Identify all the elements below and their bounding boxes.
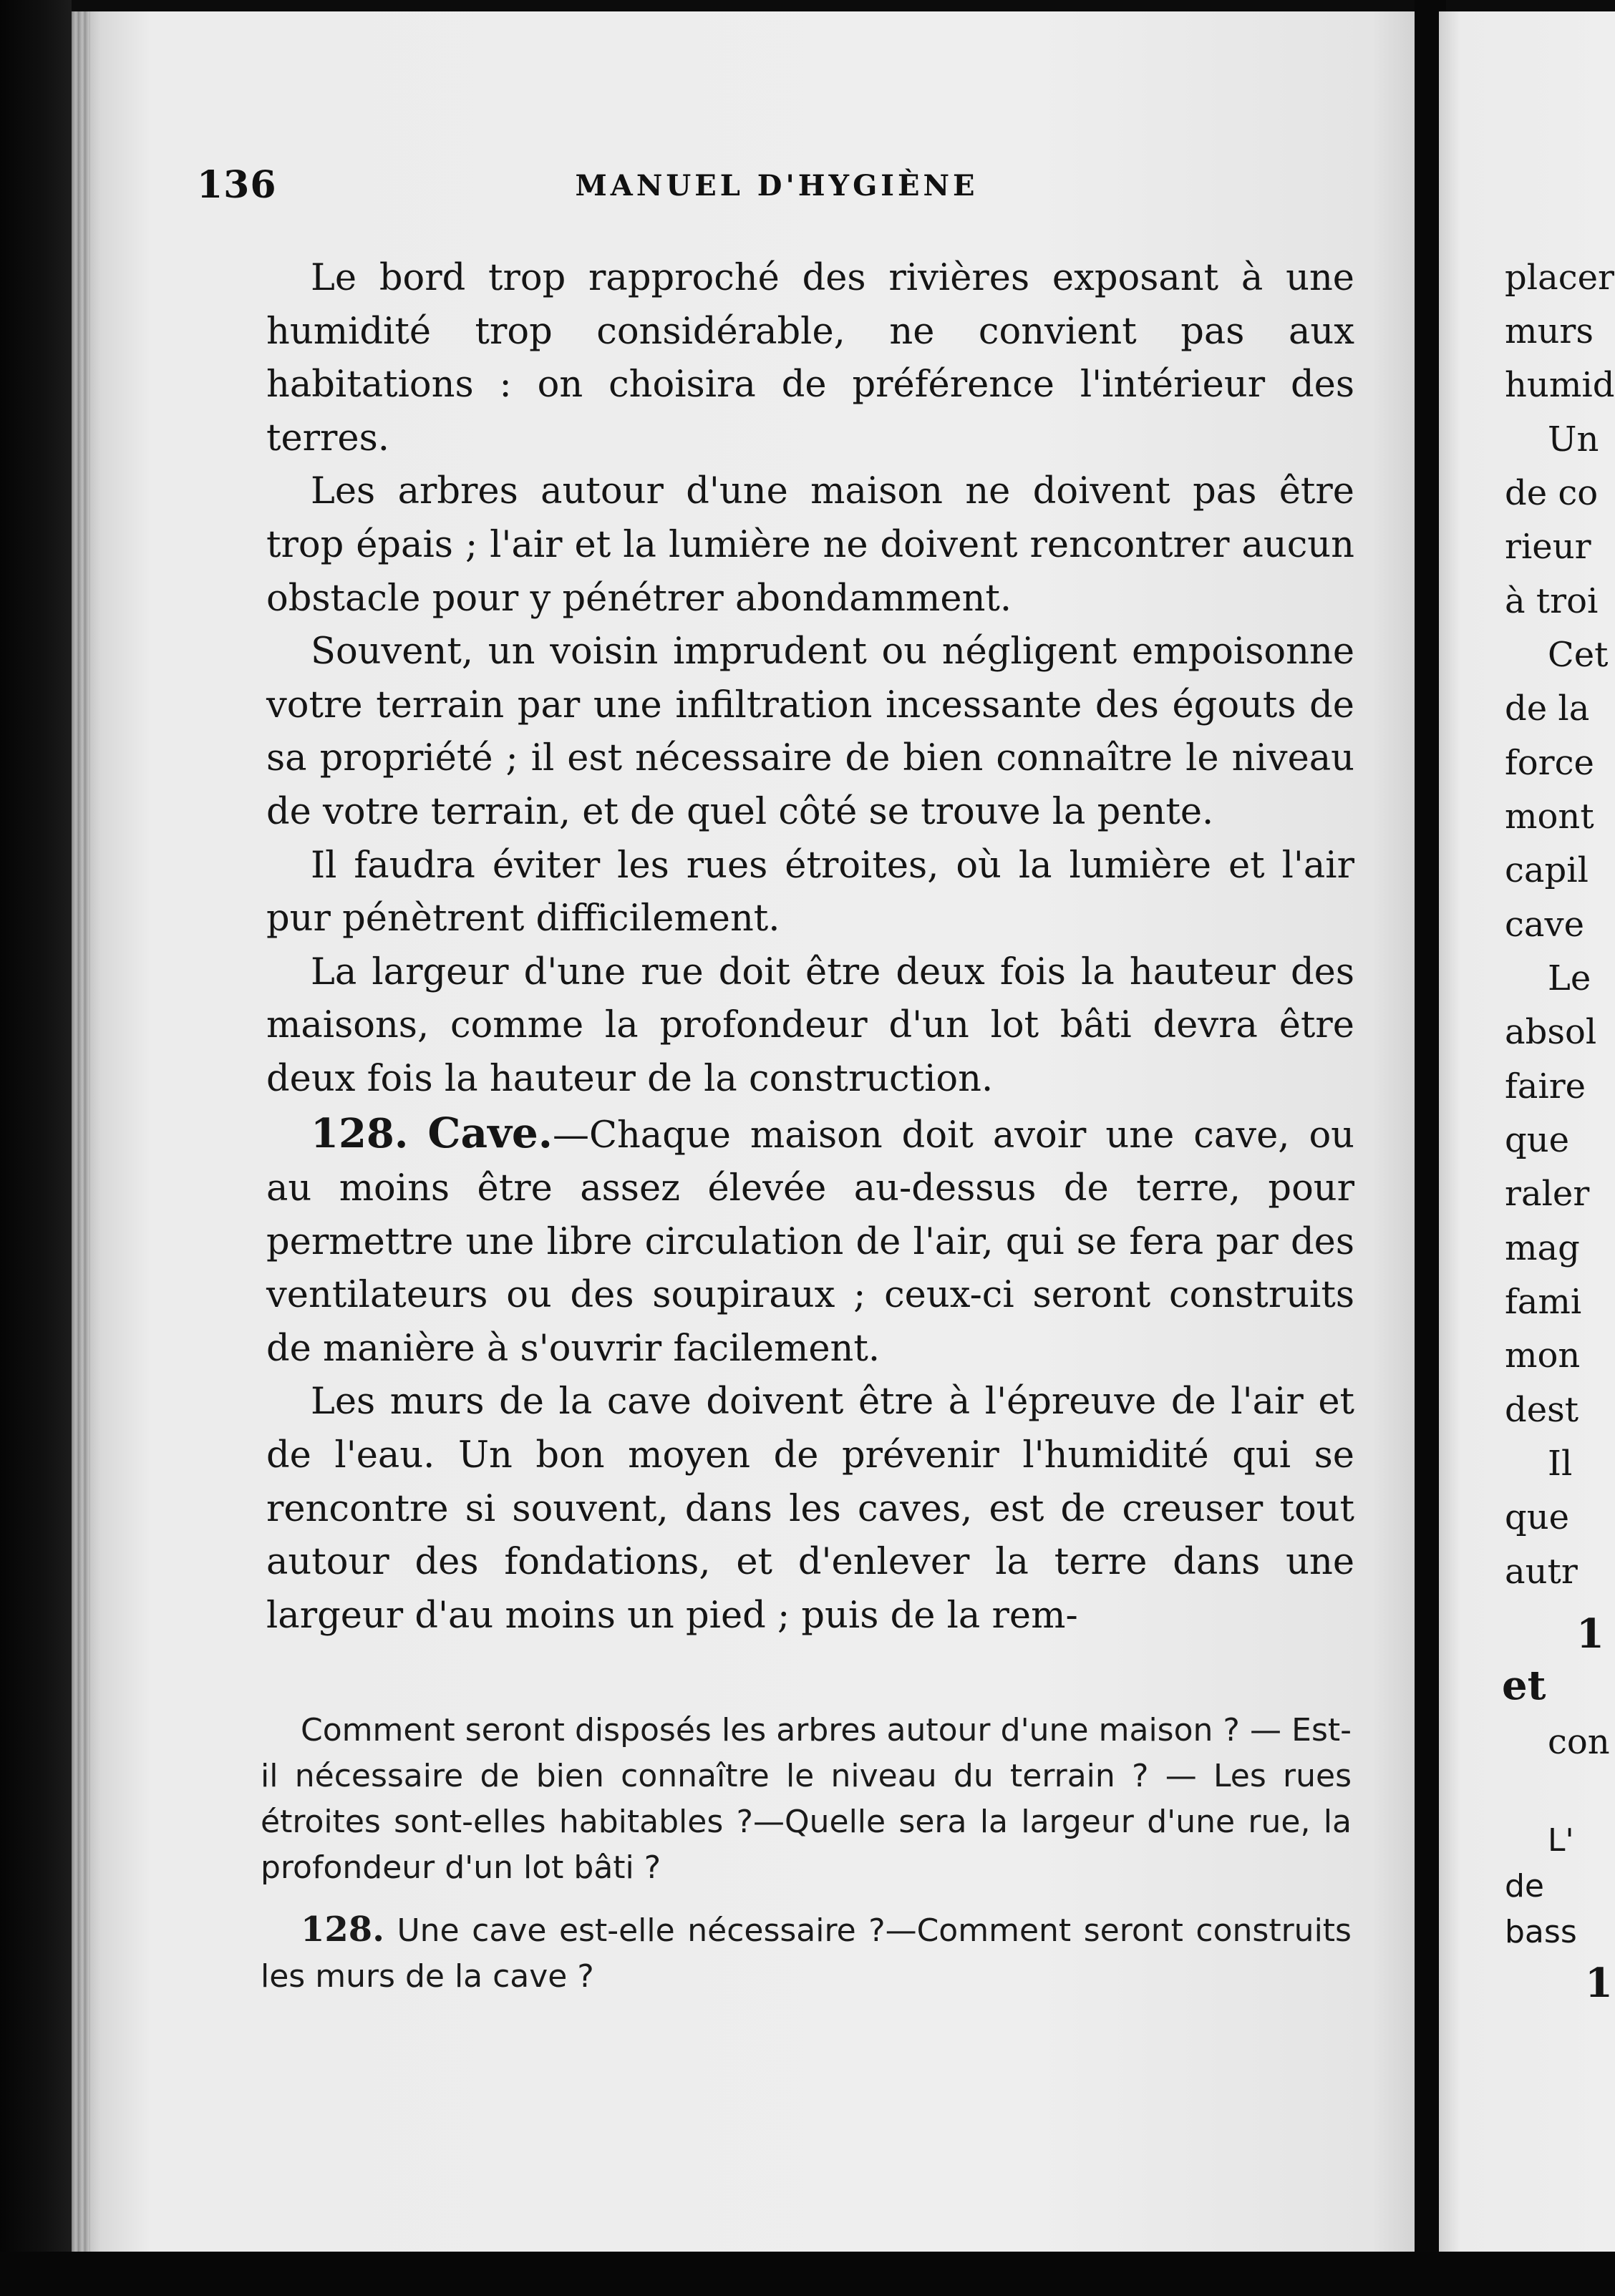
fragment-line: bass bbox=[1505, 1914, 1577, 1950]
fragment-line: dest bbox=[1505, 1390, 1579, 1430]
fragment-line: Un bbox=[1548, 419, 1599, 459]
fragment-line: que bbox=[1505, 1497, 1570, 1537]
section-number: 128. bbox=[311, 1109, 409, 1157]
fragment-line: mont bbox=[1505, 797, 1594, 837]
fragment-line: faire bbox=[1505, 1066, 1586, 1106]
fragment-line: que bbox=[1505, 1120, 1570, 1160]
bottom-scan-edge bbox=[0, 2252, 1615, 2296]
fragment-line: murs bbox=[1505, 311, 1594, 351]
page-number: 136 bbox=[197, 163, 277, 207]
fragment-line: de la bbox=[1505, 689, 1590, 729]
fragment-line: humid bbox=[1505, 365, 1615, 405]
paragraph-street-width: La largeur d'une rue doit être deux fois la hauteur des maisons, comme la profondeur d'un lot bâti devra être deux fois la hauteur de la construction. bbox=[266, 950, 1354, 1100]
fragment-line: et bbox=[1502, 1662, 1546, 1709]
fragment-line: autr bbox=[1505, 1552, 1578, 1592]
question-text: Une cave est-elle nécessaire ?—Comment seront construits les murs de la cave ? bbox=[261, 1912, 1352, 1995]
fragment-line: Le bbox=[1548, 958, 1591, 998]
paragraph-cave-walls: Les murs de la cave doivent être à l'épreuve de l'air et de l'eau. Un bon moyen de prévenir l'humidité qui se rencontre si souvent, dans les caves, est de creuser tout autour des fondations, et d'enlever la terre dans une largeur d'au moins un pied ; puis de la rem- bbox=[266, 1381, 1354, 1637]
fragment-line: fami bbox=[1505, 1282, 1582, 1322]
section-title: Cave. bbox=[427, 1108, 553, 1157]
running-title: MANUEL D'HYGIÈNE bbox=[575, 169, 979, 203]
fragment-line: absol bbox=[1505, 1012, 1597, 1052]
fragment-line: raler bbox=[1505, 1174, 1590, 1214]
fragment-line: Il bbox=[1548, 1444, 1573, 1484]
fragment-line: mag bbox=[1505, 1228, 1580, 1268]
paragraph-trees: Les arbres autour d'une maison ne doivent pas être trop épais ; l'air et la lumière ne doivent rencontrer aucun obstacle pour y pénétrer abondamment. bbox=[266, 470, 1354, 620]
fragment-line: rieur bbox=[1505, 527, 1591, 567]
fragment-line: de bbox=[1505, 1868, 1544, 1905]
fragment-line: 1 bbox=[1585, 1960, 1613, 2007]
page-header bbox=[197, 163, 1357, 213]
fragment-line: force bbox=[1505, 743, 1594, 783]
section-cave bbox=[266, 1106, 1354, 1376]
question-section-number: 128. bbox=[301, 1910, 384, 1950]
fragment-line: capil bbox=[1505, 850, 1589, 890]
question-block-second bbox=[261, 1907, 1352, 2000]
section-text: —Chaque maison doit avoir une cave, ou au moins être assez élevée au-dessus de terre, pour permettre une libre circulation de l'air, qui se fera par des ventilateurs ou des soupiraux ; ceux-ci seront construits de manière à s'ouvrir facilement. bbox=[266, 1114, 1354, 1370]
fragment-line: 1 bbox=[1576, 1610, 1604, 1658]
body-text bbox=[266, 252, 1354, 1643]
fragment-line: placer bbox=[1505, 258, 1614, 298]
question-block-first: Comment seront disposés les arbres autour d'une maison ? — Est-il nécessaire de bien connaître le niveau du terrain ? — Les rues étroites sont-elles habitables ?—Quelle sera la largeur d'une rue, la profondeur d'un lot bâti ? bbox=[261, 1712, 1352, 1886]
paragraph-riverbank: Le bord trop rapproché des rivières exposant à une humidité trop considérable, ne convient pas aux habitations : on choisira de préférence l'intérieur des terres. bbox=[266, 257, 1354, 459]
fragment-line: cave bbox=[1505, 905, 1585, 945]
paragraph-neighbor: Souvent, un voisin imprudent ou négligent empoisonne votre terrain par une infiltration incessante des égouts de sa propriété ; il est nécessaire de bien connaître le niveau de votre terrain, et de quel côté se trouve la pente. bbox=[266, 631, 1354, 833]
paragraph-narrow-streets: Il faudra éviter les rues étroites, où la lumière et l'air pur pénètrent difficilement. bbox=[266, 844, 1354, 940]
review-questions bbox=[261, 1708, 1352, 2000]
left-binding-shadow bbox=[0, 0, 72, 2296]
fragment-line: mon bbox=[1505, 1336, 1581, 1376]
fragment-line: de co bbox=[1505, 473, 1599, 513]
fragment-line: L' bbox=[1548, 1822, 1574, 1859]
fragment-line: à troi bbox=[1505, 581, 1599, 621]
fragment-line: con bbox=[1548, 1722, 1610, 1762]
fragment-line: Cet bbox=[1548, 635, 1609, 675]
